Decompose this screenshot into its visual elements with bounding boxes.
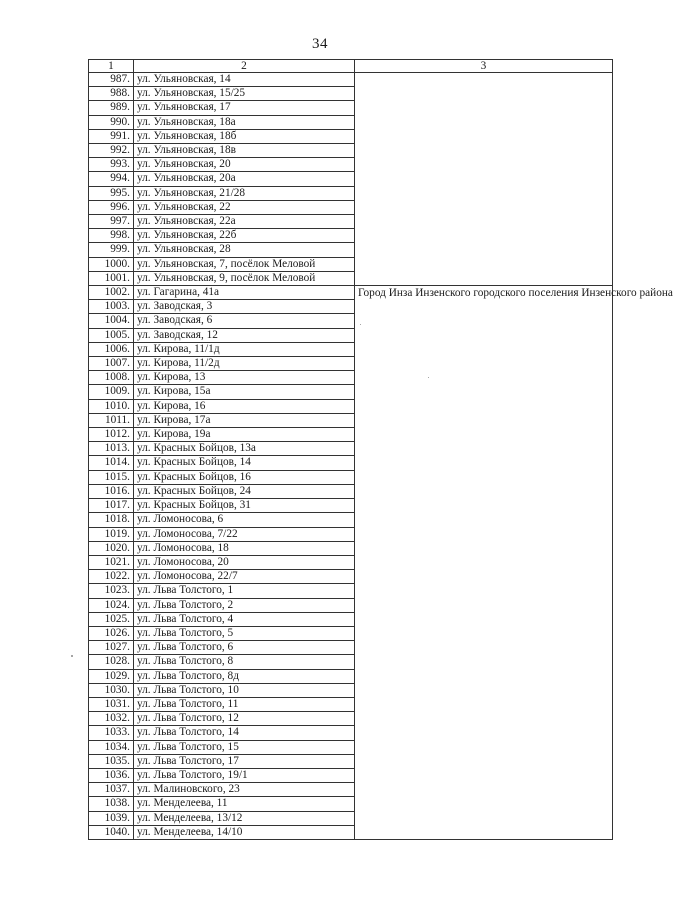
- scan-speck: [428, 377, 429, 378]
- row-number: 1016.: [89, 484, 134, 498]
- settlement-cell: Город Инза Инзенского городского поселения Инзенского района: [355, 286, 613, 840]
- address-cell: ул. Льва Толстого, 5: [134, 626, 355, 640]
- row-number: 1039.: [89, 811, 134, 825]
- address-cell: ул. Кирова, 13: [134, 371, 355, 385]
- row-number: 1035.: [89, 754, 134, 768]
- row-number: 1018.: [89, 513, 134, 527]
- row-number: 992.: [89, 144, 134, 158]
- column-header-2: 2: [134, 60, 355, 73]
- row-number: 1019.: [89, 527, 134, 541]
- address-cell: ул. Кирова, 16: [134, 399, 355, 413]
- row-number: 1010.: [89, 399, 134, 413]
- row-number: 1001.: [89, 271, 134, 285]
- row-number: 1038.: [89, 797, 134, 811]
- address-cell: ул. Ломоносова, 20: [134, 555, 355, 569]
- address-cell: ул. Ульяновская, 20: [134, 158, 355, 172]
- address-cell: ул. Гагарина, 41а: [134, 286, 355, 300]
- row-number: 1011.: [89, 413, 134, 427]
- row-number: 1032.: [89, 712, 134, 726]
- row-number: 1026.: [89, 626, 134, 640]
- row-number: 1040.: [89, 825, 134, 839]
- address-cell: ул. Менделеева, 13/12: [134, 811, 355, 825]
- row-number: 1004.: [89, 314, 134, 328]
- address-cell: ул. Кирова, 19а: [134, 428, 355, 442]
- address-cell: ул. Льва Толстого, 12: [134, 712, 355, 726]
- address-cell: ул. Ульяновская, 22б: [134, 229, 355, 243]
- row-number: 1027.: [89, 641, 134, 655]
- address-cell: ул. Кирова, 11/1д: [134, 342, 355, 356]
- row-number: 1028.: [89, 655, 134, 669]
- address-cell: ул. Красных Бойцов, 16: [134, 470, 355, 484]
- address-cell: ул. Льва Толстого, 17: [134, 754, 355, 768]
- row-number: 1022.: [89, 570, 134, 584]
- row-number: 994.: [89, 172, 134, 186]
- address-cell: ул. Ульяновская, 22: [134, 200, 355, 214]
- address-cell: ул. Ульяновская, 9, посёлок Меловой: [134, 271, 355, 285]
- scan-speck: [71, 655, 73, 657]
- address-cell: ул. Льва Толстого, 10: [134, 683, 355, 697]
- table-header-row: [89, 60, 613, 73]
- address-cell: ул. Ульяновская, 18в: [134, 144, 355, 158]
- row-number: 1017.: [89, 499, 134, 513]
- address-cell: ул. Ульяновская, 14: [134, 73, 355, 87]
- row-number: 1029.: [89, 669, 134, 683]
- address-cell: ул. Менделеева, 11: [134, 797, 355, 811]
- row-number: 1030.: [89, 683, 134, 697]
- address-cell: ул. Кирова, 11/2д: [134, 357, 355, 371]
- address-cell: ул. Ульяновская, 7, посёлок Меловой: [134, 257, 355, 271]
- settlement-cell: [355, 73, 613, 286]
- address-cell: ул. Льва Толстого, 14: [134, 726, 355, 740]
- row-number: 1025.: [89, 612, 134, 626]
- address-cell: ул. Льва Толстого, 19/1: [134, 768, 355, 782]
- row-number: 1002.: [89, 286, 134, 300]
- address-cell: ул. Ульяновская, 22а: [134, 215, 355, 229]
- address-cell: ул. Заводская, 3: [134, 300, 355, 314]
- row-number: 997.: [89, 215, 134, 229]
- table-row: [89, 73, 613, 87]
- row-number: 1006.: [89, 342, 134, 356]
- row-number: 1024.: [89, 598, 134, 612]
- row-number: 989.: [89, 101, 134, 115]
- address-cell: ул. Ломоносова, 7/22: [134, 527, 355, 541]
- address-cell: ул. Ульяновская, 18а: [134, 115, 355, 129]
- row-number: 987.: [89, 73, 134, 87]
- address-cell: ул. Красных Бойцов, 14: [134, 456, 355, 470]
- address-cell: ул. Ульяновская, 21/28: [134, 186, 355, 200]
- address-cell: ул. Ульяновская, 17: [134, 101, 355, 115]
- row-number: 1013.: [89, 442, 134, 456]
- address-cell: ул. Ульяновская, 28: [134, 243, 355, 257]
- address-cell: ул. Красных Бойцов, 24: [134, 484, 355, 498]
- address-cell: ул. Ломоносова, 6: [134, 513, 355, 527]
- row-number: 1012.: [89, 428, 134, 442]
- row-number: 1023.: [89, 584, 134, 598]
- address-cell: ул. Ломоносова, 18: [134, 541, 355, 555]
- address-cell: ул. Заводская, 12: [134, 328, 355, 342]
- address-cell: ул. Льва Толстого, 8д: [134, 669, 355, 683]
- address-cell: ул. Ульяновская, 18б: [134, 129, 355, 143]
- row-number: 1003.: [89, 300, 134, 314]
- row-number: 996.: [89, 200, 134, 214]
- address-cell: ул. Красных Бойцов, 13а: [134, 442, 355, 456]
- row-number: 1009.: [89, 385, 134, 399]
- row-number: 993.: [89, 158, 134, 172]
- row-number: 988.: [89, 87, 134, 101]
- page-number: 34: [312, 36, 328, 52]
- address-cell: ул. Льва Толстого, 11: [134, 697, 355, 711]
- address-cell: ул. Ульяновская, 15/25: [134, 87, 355, 101]
- row-number: 1033.: [89, 726, 134, 740]
- row-number: 1031.: [89, 697, 134, 711]
- row-number: 990.: [89, 115, 134, 129]
- row-number: 995.: [89, 186, 134, 200]
- address-cell: ул. Ломоносова, 22/7: [134, 570, 355, 584]
- row-number: 998.: [89, 229, 134, 243]
- address-table: [88, 59, 673, 840]
- address-cell: ул. Льва Толстого, 4: [134, 612, 355, 626]
- row-number: 1007.: [89, 357, 134, 371]
- address-cell: ул. Ульяновская, 20а: [134, 172, 355, 186]
- row-number: 1015.: [89, 470, 134, 484]
- row-number: 1005.: [89, 328, 134, 342]
- address-cell: ул. Льва Толстого, 6: [134, 641, 355, 655]
- row-number: 1036.: [89, 768, 134, 782]
- address-cell: ул. Кирова, 15а: [134, 385, 355, 399]
- row-number: 1008.: [89, 371, 134, 385]
- row-number: 1037.: [89, 783, 134, 797]
- address-cell: ул. Льва Толстого, 8: [134, 655, 355, 669]
- scan-speck: [360, 324, 361, 325]
- row-number: 1034.: [89, 740, 134, 754]
- address-cell: ул. Заводская, 6: [134, 314, 355, 328]
- table-body: [89, 73, 673, 840]
- address-cell: ул. Кирова, 17а: [134, 413, 355, 427]
- address-cell: ул. Льва Толстого, 15: [134, 740, 355, 754]
- address-cell: ул. Льва Толстого, 1: [134, 584, 355, 598]
- address-cell: ул. Менделеева, 14/10: [134, 825, 355, 839]
- address-cell: ул. Малиновского, 23: [134, 783, 355, 797]
- row-number: 1020.: [89, 541, 134, 555]
- row-number: 1014.: [89, 456, 134, 470]
- table-row: [89, 286, 613, 300]
- row-number: 991.: [89, 129, 134, 143]
- row-number: 1021.: [89, 555, 134, 569]
- row-number: 1000.: [89, 257, 134, 271]
- column-header-3: 3: [355, 60, 613, 73]
- address-cell: ул. Красных Бойцов, 31: [134, 499, 355, 513]
- column-header-1: 1: [89, 60, 134, 73]
- address-cell: ул. Льва Толстого, 2: [134, 598, 355, 612]
- row-number: 999.: [89, 243, 134, 257]
